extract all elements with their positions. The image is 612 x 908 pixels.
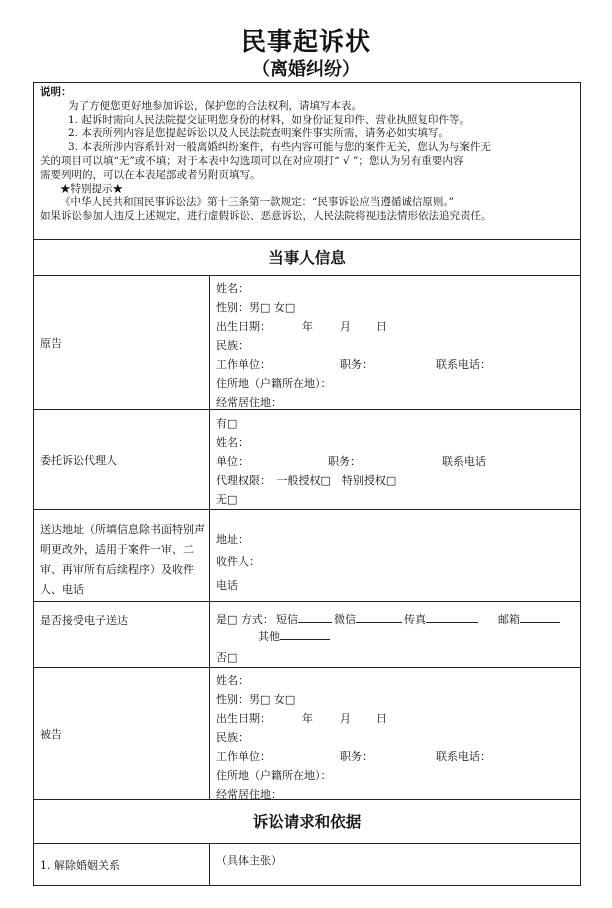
agent-none-checkbox[interactable]: 无□ — [216, 493, 238, 506]
electronic-other-option[interactable]: 其他 — [258, 628, 330, 644]
instruction-item-3: 3. 本表所涉内容系针对一般离婚纠纷案件，有些内容可能与您的案件无关，您认为与案件无 — [68, 141, 491, 154]
defendant-birth-field[interactable]: 出生日期： — [216, 712, 271, 725]
plaintiff-ethnicity-field[interactable]: 民族： — [216, 339, 249, 352]
plaintiff-employer-field[interactable]: 工作单位： — [216, 358, 271, 371]
agent-has-checkbox[interactable]: 有□ — [216, 417, 238, 430]
electronic-mail-option[interactable]: 邮箱 — [498, 611, 560, 627]
claim-divorce-value[interactable]: （具体主张） — [216, 854, 282, 867]
electronic-service-label: 是否接受电子送达 — [34, 602, 210, 667]
form-table — [33, 240, 581, 886]
instruction-item-3-cont: 关的项目可以填“无”或不填；对于本表中勾选项可以在对应项打“ √ ”；您认为另有重要内容 — [40, 154, 464, 167]
service-recipient-field[interactable]: 收件人： — [216, 555, 260, 568]
service-address-label: 送达地址（所填信息除书面特别声明更改外，适用于案件一审、二审、再审所有后续程序）及收件人、电话 — [34, 510, 210, 601]
electronic-wechat-option[interactable]: 微信 — [334, 611, 402, 627]
instruction-item-3-end: 需要列明的，可以在本表尾部或者另附页填写。 — [40, 168, 261, 181]
electronic-service-no-checkbox[interactable]: 否□ — [216, 651, 238, 664]
agent-unit-field[interactable]: 单位： — [216, 455, 249, 468]
electronic-fax-option[interactable]: 传真 — [404, 611, 478, 627]
section-claims-heading: 诉讼请求和依据 — [34, 800, 580, 844]
plaintiff-residence-field[interactable]: 住所地（户籍所在地）： — [216, 377, 332, 390]
defendant-birth-year: 年 — [302, 712, 313, 725]
plaintiff-habitual-residence-field[interactable]: 经常居住地： — [216, 396, 282, 409]
special-tip-text: 《中华人民共和国民事诉讼法》第十三条第一款规定：“民事诉讼应当遵循诚信原则。” — [60, 196, 454, 209]
defendant-position-field[interactable]: 职务： — [340, 750, 373, 763]
defendant-label: 被告 — [34, 668, 210, 799]
defendant-birth-month: 月 — [340, 712, 351, 725]
defendant-birth-day: 日 — [376, 712, 387, 725]
instructions-heading: 说明： — [40, 86, 72, 98]
agent-row — [34, 410, 580, 510]
service-address-field[interactable]: 地址： — [216, 533, 249, 546]
plaintiff-position-field[interactable]: 职务： — [340, 358, 373, 371]
plaintiff-name-field[interactable]: 姓名： — [216, 282, 249, 295]
defendant-residence-field[interactable]: 住所地（户籍所在地）： — [216, 769, 332, 782]
agent-name-field[interactable]: 姓名： — [216, 436, 249, 449]
plaintiff-birth-year: 年 — [302, 320, 313, 333]
plaintiff-row — [34, 276, 580, 410]
instructions-box — [33, 82, 581, 240]
instructions-intro: 为了方便您更好地参加诉讼，保护您的合法权利，请填写本表。 — [68, 99, 362, 112]
plaintiff-birth-field[interactable]: 出生日期： — [216, 320, 271, 333]
agent-authority-options[interactable]: 代理权限： 一般授权□ 特别授权□ — [216, 474, 397, 487]
agent-label: 委托诉讼代理人 — [34, 410, 210, 509]
electronic-service-yes-checkbox[interactable]: 是□ 方式： — [216, 613, 274, 626]
special-tip-text-cont: 如果诉讼参加人违反上述规定，进行虚假诉讼、恶意诉讼，人民法院将视违法情形依法追究责任。 — [40, 210, 492, 223]
plaintiff-birth-day: 日 — [376, 320, 387, 333]
defendant-gender-field[interactable]: 性别：男□ 女□ — [216, 693, 296, 706]
agent-phone-field[interactable]: 联系电话 — [442, 455, 486, 468]
electronic-sms-option[interactable]: 短信 — [276, 611, 332, 627]
service-address-row — [34, 510, 580, 602]
plaintiff-phone-field[interactable]: 联系电话： — [436, 358, 491, 371]
defendant-ethnicity-field[interactable]: 民族： — [216, 731, 249, 744]
document-title: 民事起诉状 — [240, 27, 371, 56]
agent-position-field[interactable]: 职务： — [328, 455, 361, 468]
claim-divorce-label: 1. 解除婚姻关系 — [34, 844, 210, 886]
section-parties-heading: 当事人信息 — [34, 240, 580, 276]
special-tip-heading: ★特别提示★ — [60, 182, 123, 195]
instruction-item-1: 1. 起诉时需向人民法院提交证明您身份的材料，如身份证复印件、营业执照复印件等。 — [68, 113, 470, 126]
plaintiff-gender-field[interactable]: 性别：男□ 女□ — [216, 301, 296, 314]
defendant-row — [34, 668, 580, 800]
defendant-name-field[interactable]: 姓名： — [216, 674, 249, 687]
electronic-service-row — [34, 602, 580, 668]
plaintiff-label: 原告 — [34, 276, 210, 409]
plaintiff-birth-month: 月 — [340, 320, 351, 333]
defendant-habitual-residence-field[interactable]: 经常居住地： — [216, 788, 282, 801]
defendant-employer-field[interactable]: 工作单位： — [216, 750, 271, 763]
claim-divorce-row — [34, 844, 580, 886]
instruction-item-2: 2. 本表所列内容是您提起诉讼以及人民法院查明案件事实所需，请务必如实填写。 — [68, 127, 449, 140]
document-subtitle: （离婚纠纷） — [252, 59, 360, 80]
defendant-phone-field[interactable]: 联系电话： — [436, 750, 491, 763]
service-phone-field[interactable]: 电话 — [216, 579, 238, 592]
